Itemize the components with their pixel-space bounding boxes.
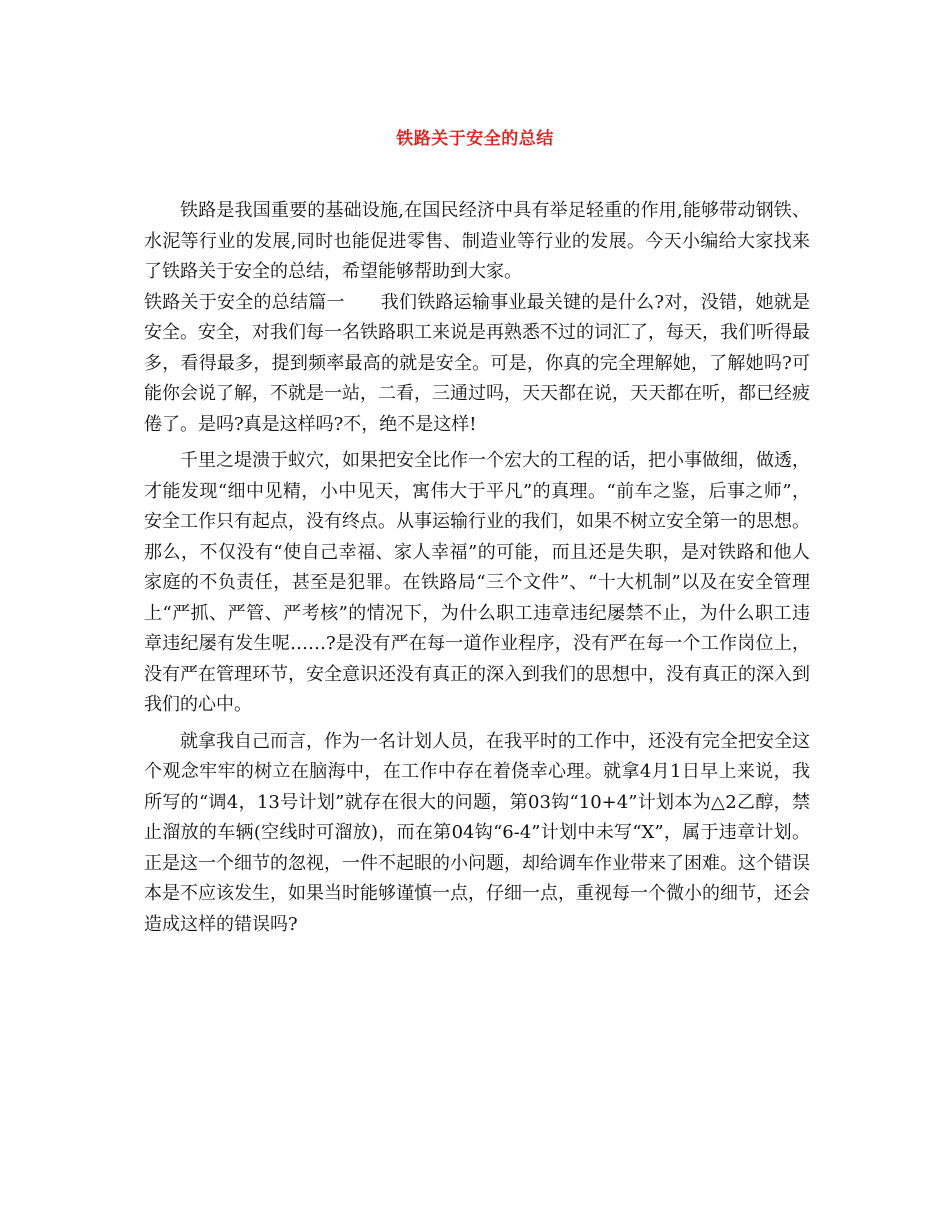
paragraph-3: 就拿我自己而言，作为一名计划人员，在我平时的工作中，还没有完全把安全这个观念牢牢的树立在脑海中，在工作中存在着侥幸心理。就拿4月1日早上来说，我所写的“调4，13号计划”就存在很大的问题，第03钩“10+4”计划本为△2乙醇，禁止溜放的车辆(空线时可溜放)，而在第04钩“6-4”计划中未写“X”，属于违章计划。正是这一个细节的忽视，一件不起眼的小问题，却给调车作业带来了困难。这个错误本是不应该发生，如果当时能够谨慎一点，仔细一点，重视每一个微小的细节，还会造成这样的错误吗? [144, 730, 810, 935]
document-title: 铁路关于安全的总结 [396, 129, 554, 149]
intro-paragraph: 铁路是我国重要的基础设施,在国民经济中具有举足轻重的作用,能够带动钢铁、水泥等行业的发展,同时也能促进零售、制造业等行业的发展。今天小编给大家找来了铁路关于安全的总结，希望能够帮助到大家。 [144, 200, 810, 282]
section-one-text: 我们铁路运输事业最关键的是什么?对，没错，她就是安全。安全，对我们每一名铁路职工来说是再熟悉不过的词汇了，每天，我们听得最多，看得最多，提到频率最高的就是安全。可是，你真的完全理解她，了解她吗?可能你会说了解，不就是一站，二看，三通过吗，天天都在说，天天都在听，都已经疲倦了。是吗?真是这样吗?不，绝不是这样! [144, 291, 810, 435]
section-heading: 铁路关于安全的总结篇一 [144, 291, 345, 313]
section-one-paragraph [144, 288, 810, 441]
document-body [144, 196, 810, 940]
paragraph-2: 千里之堤溃于蚁穴，如果把安全比作一个宏大的工程的话，把小事做细，做透，才能发现“细中见精，小中见天，寓伟大于平凡”的真理。“前车之鉴，后事之师”，安全工作只有起点，没有终点。从事运输行业的我们，如果不树立安全第一的思想。那么，不仅没有“使自己幸福、家人幸福”的可能，而且还是失职，是对铁路和他人家庭的不负责任，甚至是犯罪。在铁路局“三个文件”、“十大机制”以及在安全管理上“严抓、严管、严考核”的情况下，为什么职工违章违纪屡禁不止，为什么职工违章违纪屡有发生呢……?是没有严在每一道作业程序，没有严在每一个工作岗位上，没有严在管理环节，安全意识还没有真正的深入到我们的思想中，没有真正的深入到我们的心中。 [144, 450, 810, 715]
